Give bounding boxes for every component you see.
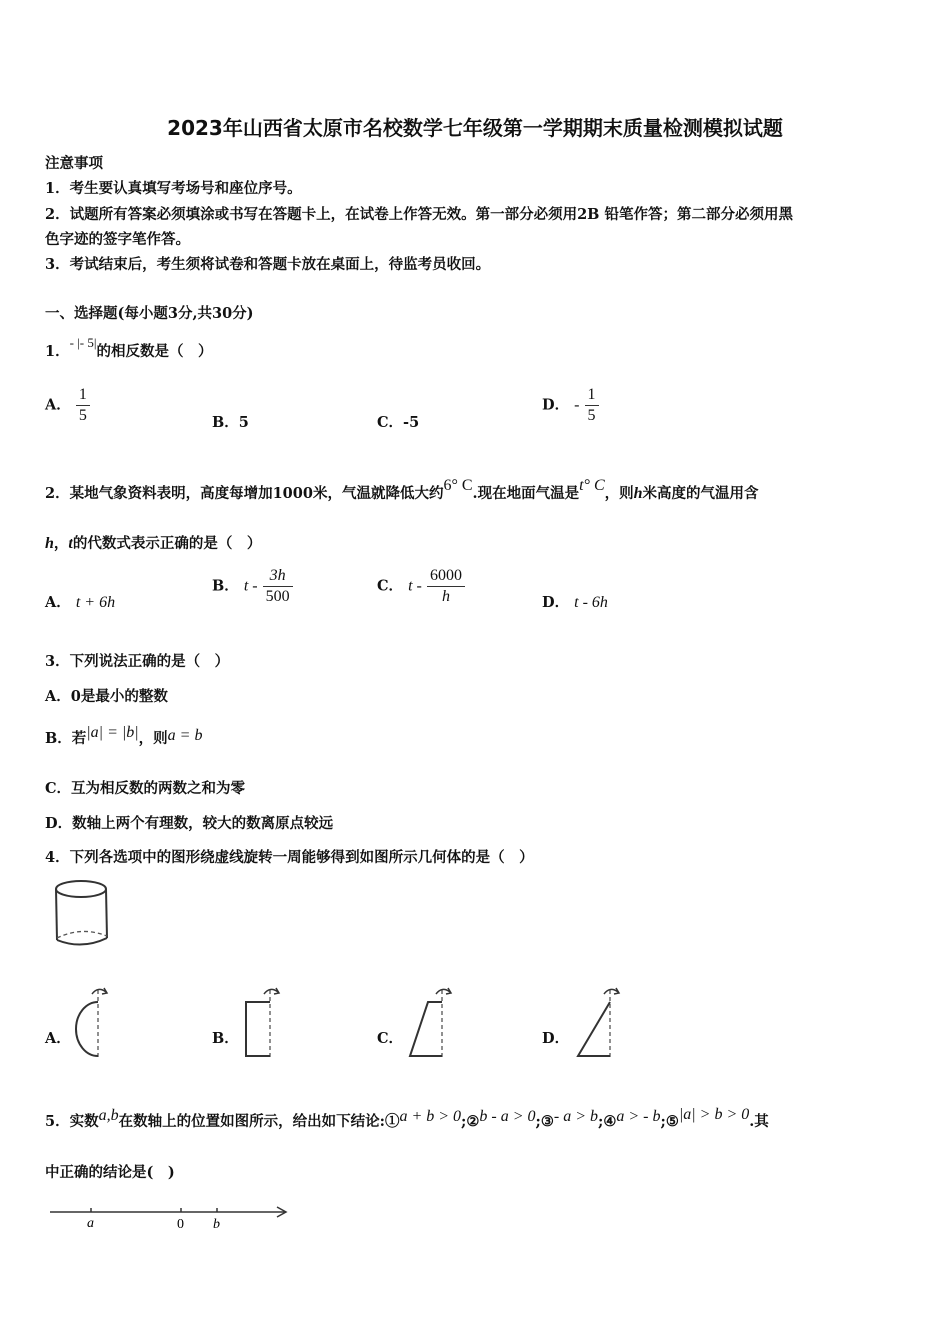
option-c: C．-5 xyxy=(377,414,420,431)
rectangle-figure xyxy=(238,984,288,1064)
option-c-label: C． xyxy=(377,1030,404,1047)
question-text: 的相反数是（ ） xyxy=(96,343,213,360)
question-5: 5．实数a,b在数轴上的位置如图所示，给出如下结论:①a + b > 0;②b - a > 0;③- a > b;④a > - b;⑤|a| > b > 0.其 xyxy=(45,1106,769,1130)
option-b: B． t - $\frac{3h}{500}$ xyxy=(212,566,293,607)
notice-item: 2．试题所有答案必须填涂或书写在答题卡上，在试卷上作答无效。第一部分必须用2B 铅笔作答；第二部分必须用黑 xyxy=(45,206,793,223)
fraction: $\frac{1}{5}$ xyxy=(585,385,599,426)
question-5-line2: 中正确的结论是( ) xyxy=(45,1164,175,1181)
notice-heading: 注意事项 xyxy=(45,155,103,172)
trapezoid-figure xyxy=(402,984,457,1064)
notice-item: 色字迹的签字笔作答。 xyxy=(45,231,190,248)
section-heading: 一、选择题(每小题3分,共30分) xyxy=(45,305,254,322)
option-b-label: B． xyxy=(212,1030,239,1047)
fraction: $\frac{3h}{500}$ xyxy=(263,566,293,607)
option-d-label: D． xyxy=(542,1030,570,1047)
cylinder-figure xyxy=(50,876,115,948)
question-2-line2: h，t的代数式表示正确的是（ ） xyxy=(45,535,262,552)
option-d: D． t - 6h xyxy=(542,594,608,611)
math-expression: - |- 5| xyxy=(69,335,97,350)
number-line xyxy=(45,1200,295,1235)
question-number: 1． xyxy=(45,343,70,360)
page-title: 2023年山西省太原市名校数学七年级第一学期期末质量检测模拟试题 xyxy=(167,116,783,140)
option-a-label: A． xyxy=(45,1030,71,1047)
axis-label-0: 0 xyxy=(177,1217,184,1232)
question-4: 4．下列各选项中的图形绕虚线旋转一周能够得到如图所示几何体的是（ ） xyxy=(45,849,534,866)
axis-label-a: a xyxy=(87,1216,94,1231)
option-a: A． t + 6h xyxy=(45,594,116,611)
notice-item: 3．考试结束后，考生须将试卷和答题卡放在桌面上，待监考员收回。 xyxy=(45,256,491,273)
question-2: 2．某地气象资料表明，高度每增加1000米，气温就降低大约6° C.现在地面气温是t° C，则h米高度的气温用含 xyxy=(45,477,759,502)
axis-label-b: b xyxy=(213,1217,220,1232)
question-3: 3．下列说法正确的是（ ） xyxy=(45,653,230,670)
fraction: $\frac{6000}{h}$ xyxy=(427,566,465,607)
notice-item: 1．考生要认真填写考场号和座位序号。 xyxy=(45,180,302,197)
option-a: A．0是最小的整数 xyxy=(45,688,168,705)
option-b: B．5 xyxy=(212,414,249,431)
option-c: C．互为相反数的两数之和为零 xyxy=(45,780,246,797)
semicircle-figure xyxy=(74,984,124,1064)
option-b: B．若|a| = |b|，则a = b xyxy=(45,724,203,747)
question-1 xyxy=(45,335,213,361)
triangle-figure xyxy=(570,984,625,1064)
option-a: A． $\frac{1}{5}$ xyxy=(45,385,90,426)
option-d: D．数轴上两个有理数，较大的数离原点较远 xyxy=(45,815,334,832)
option-c: C． t - $\frac{6000}{h}$ xyxy=(377,566,465,607)
option-d: D． - $\frac{1}{5}$ xyxy=(542,385,599,426)
fraction: $\frac{1}{5}$ xyxy=(76,385,90,426)
